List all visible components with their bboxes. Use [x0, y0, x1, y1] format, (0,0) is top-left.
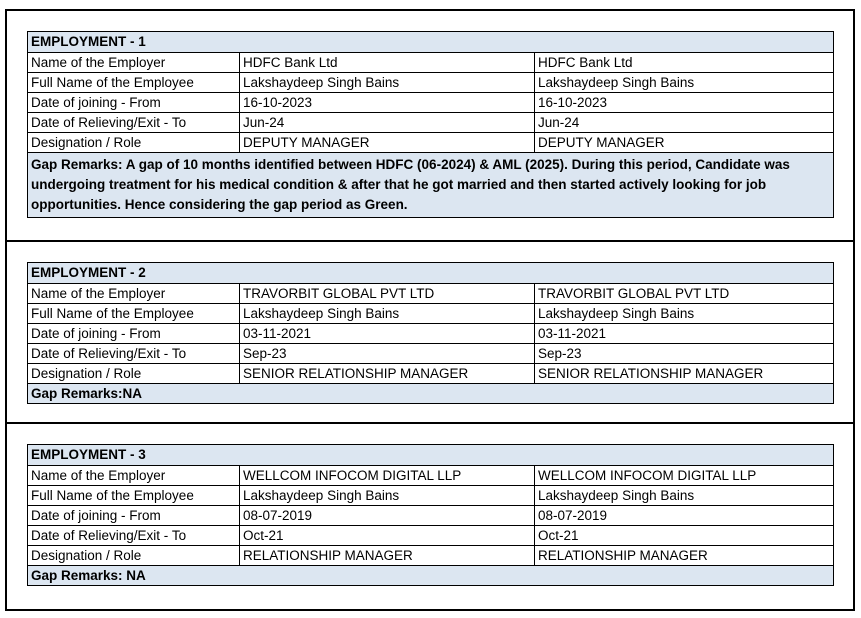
table-row — [28, 546, 834, 566]
row-label: Designation / Role — [28, 546, 240, 566]
table-row — [28, 324, 834, 344]
cell-value: SENIOR RELATIONSHIP MANAGER — [240, 364, 535, 384]
cell-value: DEPUTY MANAGER — [240, 133, 535, 153]
row-label: Designation / Role — [28, 364, 240, 384]
row-label: Date of Relieving/Exit - To — [28, 526, 240, 546]
gap-remarks: Gap Remarks:NA — [28, 384, 834, 404]
cell-value: Oct-21 — [535, 526, 834, 546]
cell-value: Lakshaydeep Singh Bains — [535, 486, 834, 506]
cell-value: Lakshaydeep Singh Bains — [240, 486, 535, 506]
cell-value: RELATIONSHIP MANAGER — [240, 546, 535, 566]
gap-remarks: Gap Remarks: A gap of 10 months identified between HDFC (06-2024) & AML (2025). During this period, Candidate was undergoing treatment for his medical condition & after that he got married and then started actively looking for job opportunities. Hence considering the gap period as Green. — [28, 153, 834, 218]
row-label: Full Name of the Employee — [28, 304, 240, 324]
row-label: Date of Relieving/Exit - To — [28, 113, 240, 133]
section-divider — [5, 240, 855, 242]
table-row — [28, 466, 834, 486]
cell-value: 16-10-2023 — [535, 93, 834, 113]
section-divider — [5, 422, 855, 424]
employment-table-1 — [27, 31, 834, 218]
employment-title: EMPLOYMENT - 2 — [28, 263, 834, 284]
cell-value: Sep-23 — [240, 344, 535, 364]
cell-value: HDFC Bank Ltd — [240, 53, 535, 73]
row-label: Designation / Role — [28, 133, 240, 153]
cell-value: RELATIONSHIP MANAGER — [535, 546, 834, 566]
employment-table-3 — [27, 444, 834, 586]
row-label: Date of joining - From — [28, 324, 240, 344]
cell-value: 16-10-2023 — [240, 93, 535, 113]
employment-title: EMPLOYMENT - 1 — [28, 32, 834, 53]
cell-value: Lakshaydeep Singh Bains — [240, 304, 535, 324]
table-row — [28, 93, 834, 113]
cell-value: WELLCOM INFOCOM DIGITAL LLP — [535, 466, 834, 486]
table-row — [28, 304, 834, 324]
row-label: Date of joining - From — [28, 506, 240, 526]
cell-value: Jun-24 — [240, 113, 535, 133]
row-label: Date of joining - From — [28, 93, 240, 113]
table-row — [28, 133, 834, 153]
table-row — [28, 284, 834, 304]
cell-value: WELLCOM INFOCOM DIGITAL LLP — [240, 466, 535, 486]
cell-value: 03-11-2021 — [535, 324, 834, 344]
cell-value: Lakshaydeep Singh Bains — [535, 304, 834, 324]
cell-value: Jun-24 — [535, 113, 834, 133]
cell-value: SENIOR RELATIONSHIP MANAGER — [535, 364, 834, 384]
cell-value: Lakshaydeep Singh Bains — [535, 73, 834, 93]
cell-value: TRAVORBIT GLOBAL PVT LTD — [535, 284, 834, 304]
cell-value: 08-07-2019 — [240, 506, 535, 526]
cell-value: Sep-23 — [535, 344, 834, 364]
cell-value: Lakshaydeep Singh Bains — [240, 73, 535, 93]
table-row — [28, 344, 834, 364]
table-row — [28, 53, 834, 73]
cell-value: 08-07-2019 — [535, 506, 834, 526]
gap-remarks: Gap Remarks: NA — [28, 566, 834, 586]
row-label: Name of the Employer — [28, 53, 240, 73]
table-row — [28, 526, 834, 546]
table-row — [28, 506, 834, 526]
cell-value: TRAVORBIT GLOBAL PVT LTD — [240, 284, 535, 304]
row-label: Name of the Employer — [28, 284, 240, 304]
row-label: Full Name of the Employee — [28, 73, 240, 93]
table-row — [28, 113, 834, 133]
table-row — [28, 73, 834, 93]
row-label: Name of the Employer — [28, 466, 240, 486]
cell-value: HDFC Bank Ltd — [535, 53, 834, 73]
employment-title: EMPLOYMENT - 3 — [28, 445, 834, 466]
cell-value: DEPUTY MANAGER — [535, 133, 834, 153]
row-label: Date of Relieving/Exit - To — [28, 344, 240, 364]
table-row — [28, 486, 834, 506]
cell-value: Oct-21 — [240, 526, 535, 546]
employment-table-2 — [27, 262, 834, 404]
cell-value: 03-11-2021 — [240, 324, 535, 344]
row-label: Full Name of the Employee — [28, 486, 240, 506]
table-row — [28, 364, 834, 384]
